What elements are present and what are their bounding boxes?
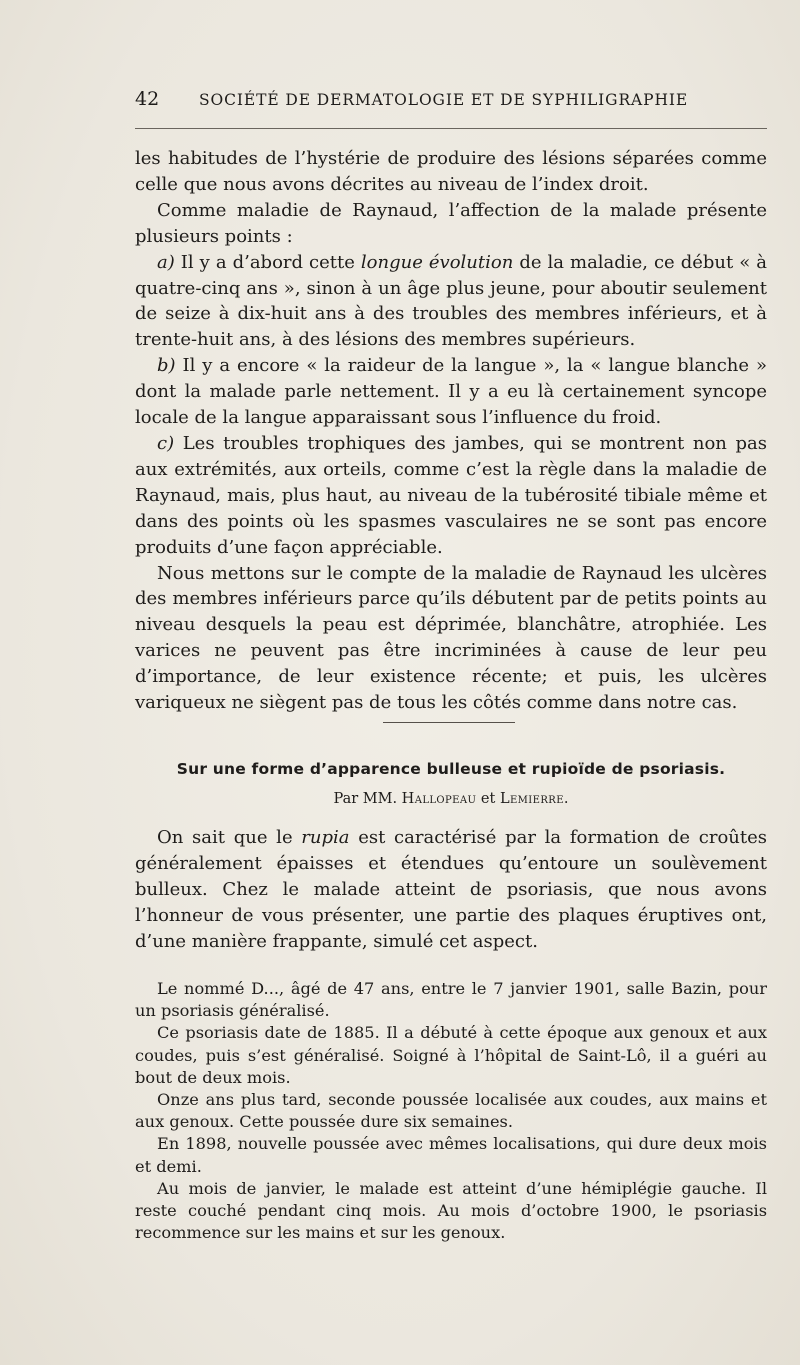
case-paragraph: Ce psoriasis date de 1885. Il a débuté à cette époque aux genoux et aux coudes, puis s’est généralisé. Soigné à l’hôpital de Saint-Lô, il a guéri au bout de deux mois. <box>135 1023 767 1087</box>
paragraph-point-c <box>135 431 767 561</box>
paragraph-continuation: les habitudes de l’hystérie de produire des lésions séparées comme celle que nous avons décrites au niveau de l’index droit. <box>135 148 767 195</box>
case-report <box>135 978 767 1244</box>
paragraph-ulcers: Nous mettons sur le compte de la maladie de Raynaud les ulcères des membres inférieurs parce qu’ils débutent par de petits points au niveau desquels la peau est déprimée, blanchâtre, atrophiée. Les varices ne peuvent pas être incriminées à cause de leur peu d’importance, de leur existence récente; et puis, les ulcères variqueux ne siègent pas de tous les côtés comme dans notre cas. <box>135 562 767 714</box>
point-c-text: Les troubles trophiques des jambes, qui se montrent non pas aux extrémités, aux orteils, comme c’est la règle dans la maladie de Raynaud, mais, plus haut, au niveau de la tubérosité tibiale même et dans des points où les spasmes vasculaires ne se sont pas encore produits d’une façon appréciable. <box>135 432 767 558</box>
running-header <box>135 88 767 114</box>
point-a-emphasis: longue évolution <box>360 251 514 273</box>
point-c-marker: c) <box>157 432 175 454</box>
intro-rupia: rupia <box>301 827 350 848</box>
authors-join: et <box>476 791 500 807</box>
paragraph-raynaud-points: Comme maladie de Raynaud, l’affection de la malade présente plusieurs points : <box>135 199 767 247</box>
paragraph-point-a <box>135 250 767 354</box>
point-a-post: de la maladie, ce début « à quatre-cinq ans », sinon à un âge plus jeune, pour aboutir seulement de seize à dix-huit ans à des troubles des membres inférieurs, et à trente-huit ans, à des lésions des membres supérieurs. <box>135 251 767 351</box>
author-hallopeau: Hallopeau <box>401 791 477 807</box>
point-b-text: Il y a encore « la raideur de la langue », la « langue blanche » dont la malade parle nettement. Il y a eu là certainement syncope locale de la langue apparaissant sous l’influence du froid. <box>135 355 767 429</box>
author-lemierre: Lemierre <box>499 791 564 807</box>
case-paragraph: Le nommé D..., âgé de 47 ans, entre le 7 janvier 1901, salle Bazin, pour un psoriasis généralisé. <box>135 979 767 1021</box>
intro-post: est caractérisé par la formation de croûtes généralement épaisses et étendues qu’entoure un soulèvement bulleux. Chez le malade atteint de psoriasis, que nous avons l’honneur de vous présenter, une partie des plaques éruptives ont, d’une manière frappante, simulé cet aspect. <box>135 827 768 952</box>
header-rule <box>135 128 767 129</box>
article-intro <box>135 825 767 955</box>
point-b-marker: b) <box>157 355 176 377</box>
page-number: 42 <box>135 88 160 110</box>
paragraph-rupia <box>135 825 767 955</box>
point-a-marker: a) <box>157 251 175 273</box>
authors-suffix: . <box>563 791 569 807</box>
article-title: Sur une forme d’apparence bulleuse et rupioïde de psoriasis. <box>176 760 726 778</box>
point-a-pre: Il y a d’abord cette <box>174 251 361 273</box>
article-authors <box>135 791 767 807</box>
running-title: SOCIÉTÉ DE DERMATOLOGIE ET DE SYPHILIGRAPHIE <box>199 91 689 109</box>
case-paragraph: En 1898, nouvelle poussée avec mêmes localisations, qui dure deux mois et demi. <box>135 1134 767 1176</box>
section-divider <box>383 722 515 723</box>
case-paragraph: Onze ans plus tard, seconde poussée localisée aux coudes, aux mains et aux genoux. Cette poussée dure six semaines. <box>135 1090 767 1132</box>
continued-text <box>135 146 767 716</box>
paragraph-point-b <box>135 353 767 431</box>
case-paragraph: Au mois de janvier, le malade est atteint d’une hémiplégie gauche. Il reste couché pendant cinq mois. Au mois d’octobre 1900, le psoriasis recommence sur les mains et sur les genoux. <box>135 1178 767 1243</box>
intro-pre: On sait que le <box>157 827 302 848</box>
authors-prefix: Par MM. <box>333 791 402 807</box>
